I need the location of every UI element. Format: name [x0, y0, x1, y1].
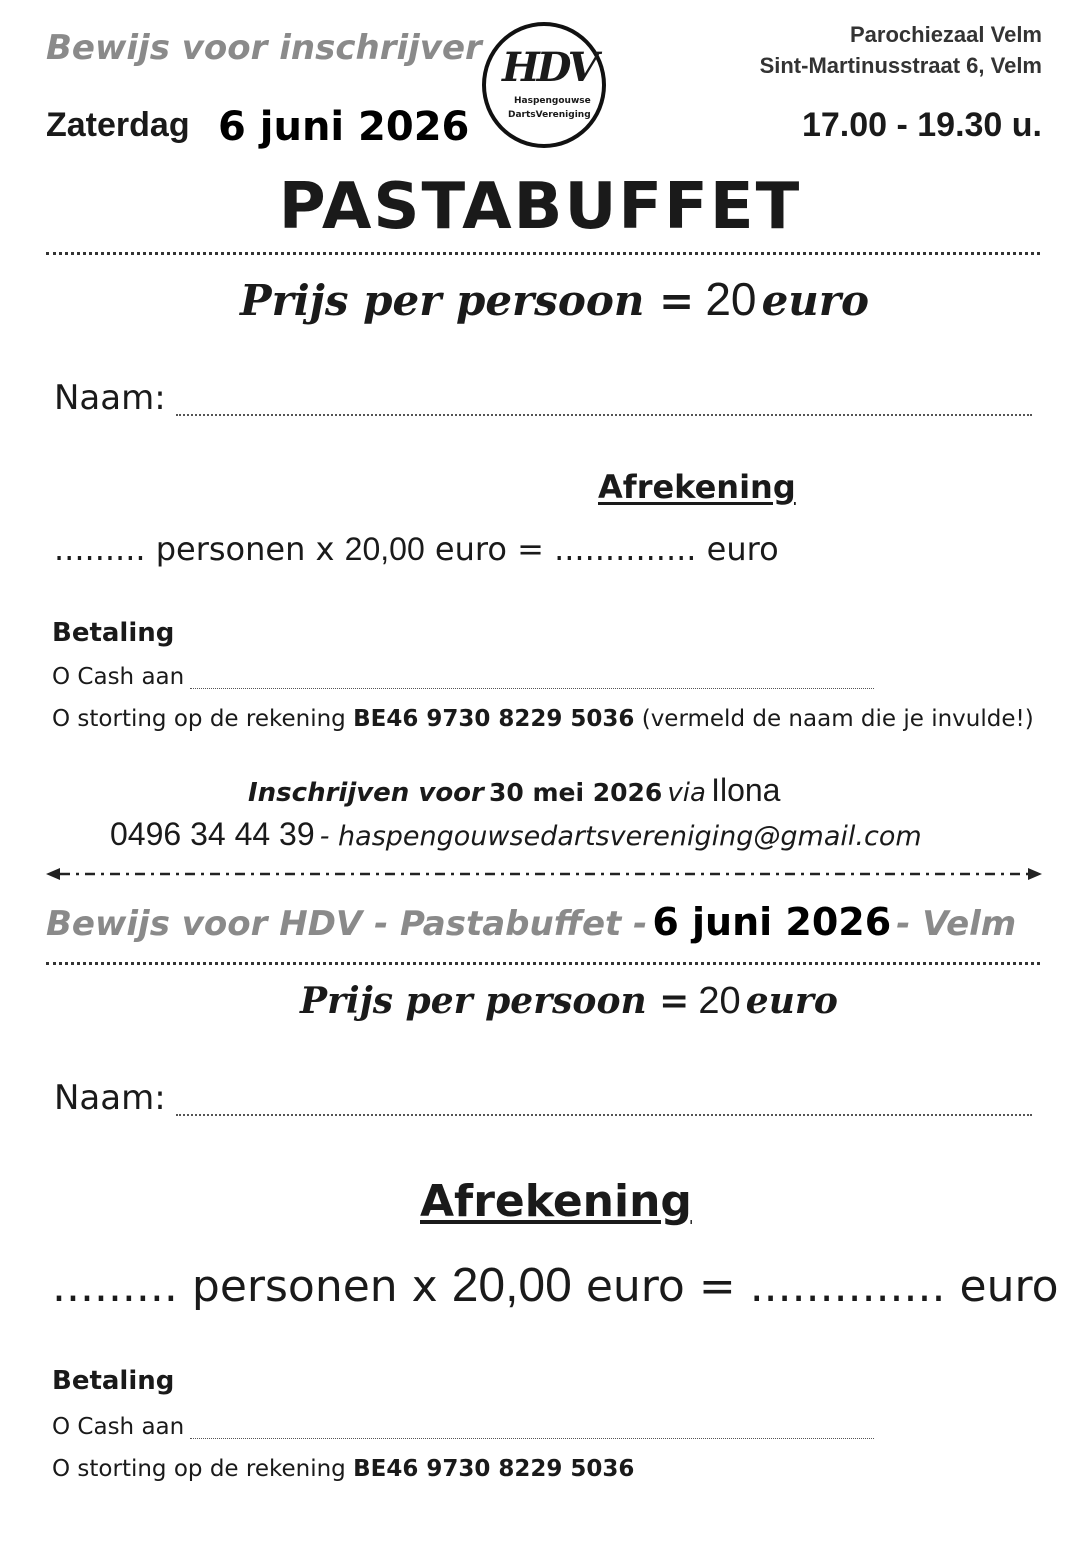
rate-eq: euro = [434, 530, 544, 568]
transfer-note: (vermeld de naam die je invulde!) [641, 706, 1034, 732]
total-unit: euro [706, 530, 779, 568]
contact-line [110, 816, 922, 853]
transfer-label-2: O storting op de rekening [52, 1456, 346, 1482]
hdv-logo [482, 22, 606, 148]
register-line [248, 772, 780, 809]
price-value: 20 [705, 273, 757, 325]
contact-phone: 0496 34 44 39 [110, 816, 315, 852]
price-line-2 [300, 980, 838, 1023]
price-value-2: 20 [698, 980, 741, 1022]
persons-count-field-2[interactable]: ......... [52, 1261, 178, 1312]
event-date: 6 juni 2026 [218, 104, 470, 150]
register-date: 30 mei 2026 [488, 778, 663, 807]
price-unit: euro [761, 276, 869, 325]
rate-value: 20,00 [344, 531, 425, 567]
event-time: 17.00 - 19.30 u. [801, 106, 1042, 144]
cash-option-2[interactable]: O Cash aan [52, 1414, 185, 1440]
rate-eq-2: euro = [585, 1261, 736, 1312]
total-unit-2: euro [959, 1261, 1059, 1312]
separator-dotted [46, 252, 1040, 255]
total-field-2[interactable]: .............. [749, 1261, 946, 1312]
calc-line-2 [52, 1258, 1059, 1313]
venue-address: Sint-Martinusstraat 6, Velm [759, 53, 1042, 78]
cash-field-2[interactable] [190, 1438, 874, 1439]
transfer-label: O storting op de rekening [52, 706, 346, 732]
name-field-2[interactable] [176, 1114, 1032, 1116]
cut-line-arrows [46, 866, 1042, 882]
logo-abbr: HDV [502, 44, 596, 91]
iban: BE46 9730 8229 5036 [353, 706, 635, 732]
event-day: Zaterdag [46, 106, 190, 144]
contact-name: Ilona [711, 772, 781, 808]
hdv-title-right: - Velm [896, 904, 1017, 944]
event-name: PASTABUFFET [278, 170, 802, 244]
price-line [240, 272, 869, 326]
name-label-2: Naam: [54, 1078, 166, 1118]
name-label: Naam: [54, 378, 166, 418]
cut-line [46, 866, 1042, 882]
settlement-title-2: Afrekening [420, 1176, 692, 1227]
contact-email[interactable]: - haspengouwsedartsvereniging@gmail.com [319, 821, 922, 852]
logo-line1: Haspengouwse [514, 96, 591, 106]
register-via: via [667, 778, 706, 808]
iban-2: BE46 9730 8229 5036 [353, 1456, 635, 1482]
separator-dotted-2 [46, 962, 1040, 965]
price-label: Prijs per persoon = [240, 276, 695, 325]
transfer-option[interactable] [52, 706, 1034, 732]
cash-field[interactable] [190, 688, 874, 689]
settlement-title: Afrekening [598, 468, 796, 506]
cash-option[interactable]: O Cash aan [52, 664, 185, 690]
name-field[interactable] [176, 414, 1032, 416]
hdv-title-left: Bewijs voor HDV - Pastabuffet - [46, 904, 648, 944]
register-label: Inschrijven voor [248, 778, 484, 808]
price-unit-2: euro [745, 980, 838, 1022]
venue-name: Parochiezaal Velm [850, 22, 1042, 47]
persons-label-2: personen x [191, 1261, 438, 1312]
payment-title-2: Betaling [52, 1366, 175, 1396]
persons-count-field[interactable]: ......... [54, 530, 146, 568]
payment-title: Betaling [52, 618, 175, 648]
rate-value-2: 20,00 [451, 1259, 572, 1312]
hdv-title-date: 6 juni 2026 [652, 900, 892, 944]
receipt-title: Bewijs voor inschrijver [46, 28, 482, 68]
price-label-2: Prijs per persoon = [300, 980, 690, 1022]
transfer-option-2[interactable] [52, 1456, 634, 1482]
hdv-receipt-title [46, 900, 1016, 944]
logo-line2: DartsVereniging [508, 110, 591, 120]
total-field[interactable]: .............. [554, 530, 697, 568]
calc-line [54, 530, 779, 568]
persons-label: personen x [155, 530, 335, 568]
